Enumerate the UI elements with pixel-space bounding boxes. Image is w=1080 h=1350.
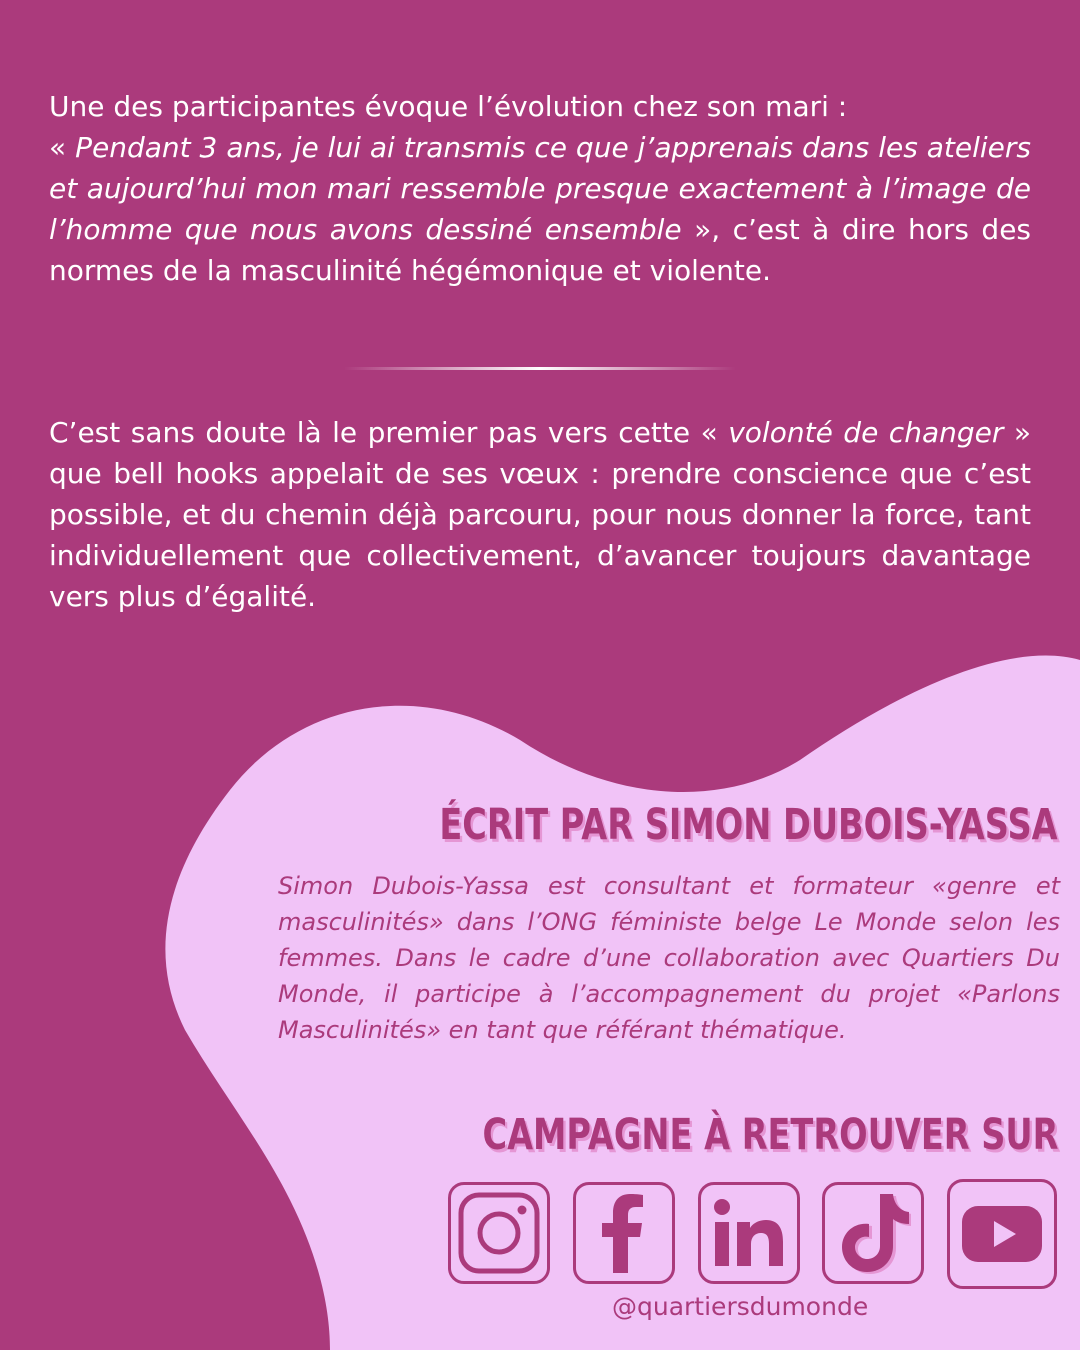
- campaign-heading: CAMPAGNE À RETROUVER SUR: [481, 1110, 1058, 1160]
- article-paragraph-2: [49, 412, 1031, 617]
- divider: [344, 367, 736, 370]
- paragraph-2-emphasis: volonté de changer: [728, 416, 1004, 449]
- author-bio: Simon Dubois-Yassa est consultant et formateur «genre et masculinités» dans l’ONG féministe belge Le Monde selon les femmes. Dans le cadre d’une collaboration avec Quartiers Du Monde, il participe à l’accompagnement du projet «Parlons Masculinités» en tant que référant thématique.: [278, 872, 1060, 1044]
- instagram-icon[interactable]: [448, 1182, 550, 1284]
- tiktok-icon[interactable]: [822, 1182, 924, 1284]
- paragraph-2-rest: » que bell hooks appelait de ses vœux : prendre conscience que c’est possible, et du chemin déjà parcouru, pour nous donner la force, tant individuellement que collectivement, d’avancer toujours davantage vers plus d’égalité.: [49, 416, 1032, 613]
- quote-open: «: [49, 131, 76, 164]
- paragraph-1-rest: », c’est à dire hors des normes de la masculinité hégémonique et violente.: [49, 213, 1032, 287]
- social-handle: @quartiersdumonde: [612, 1292, 869, 1321]
- linkedin-icon[interactable]: [698, 1182, 800, 1284]
- youtube-icon[interactable]: [947, 1179, 1057, 1289]
- facebook-icon[interactable]: [573, 1182, 675, 1284]
- author-heading: ÉCRIT PAR SIMON DUBOIS-YASSA: [439, 800, 1058, 850]
- participant-quote: Pendant 3 ans, je lui ai transmis ce que j’apprenais dans les ateliers et aujourd’hui mon mari ressemble presque exactement à l’image de l’homme que nous avons dessiné ensemble: [49, 131, 1031, 246]
- paragraph-2-start: C’est sans doute là le premier pas vers cette «: [49, 416, 729, 449]
- paragraph-1-intro: Une des participantes évoque l’évolution chez son mari :: [49, 90, 848, 123]
- article-paragraph-1: [49, 86, 1031, 291]
